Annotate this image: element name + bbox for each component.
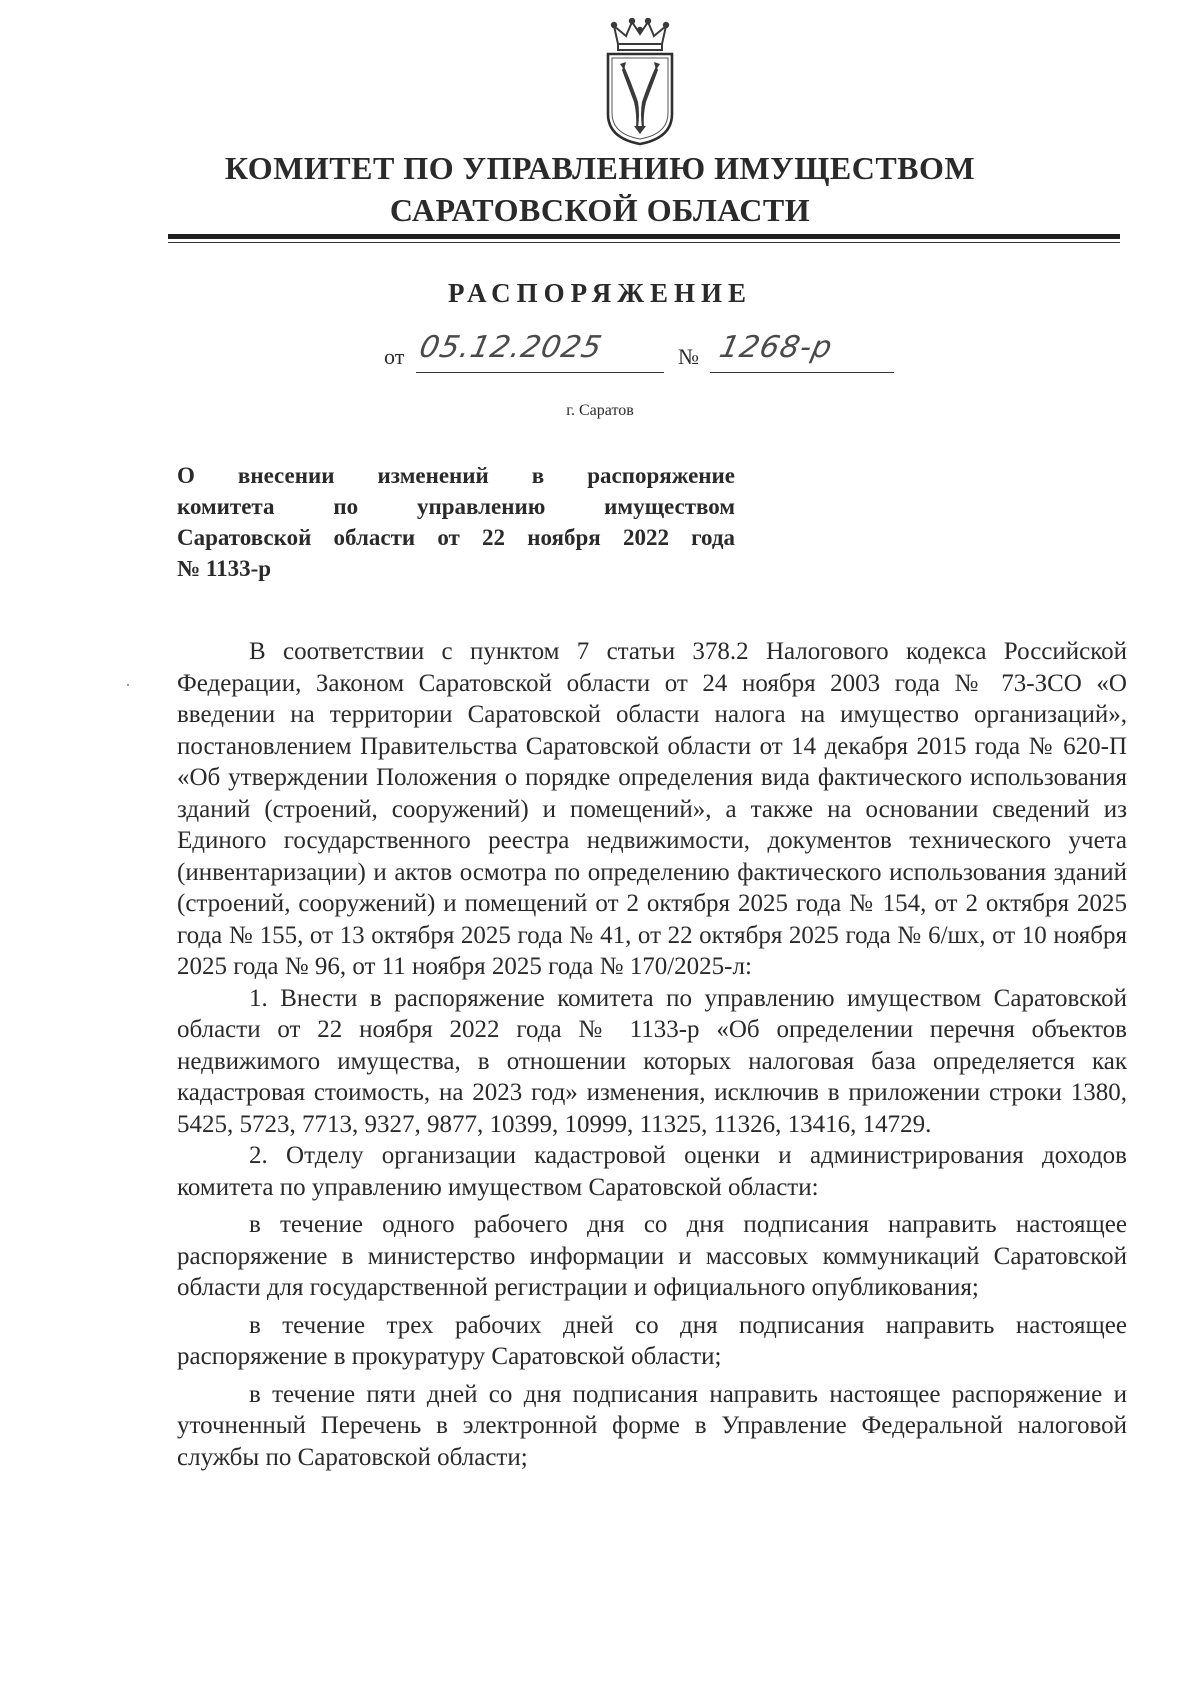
- date-number-row: [384, 330, 924, 376]
- header-divider-thick: [168, 234, 1120, 239]
- item-2-paragraph: 2. Отделу организации кадастровой оценки и администрирования доходов комитета по управлению имуществом Саратовской области:: [177, 1142, 1127, 1201]
- date-value-handwritten: 05.12.2025: [416, 330, 606, 365]
- number-underline: [710, 372, 894, 373]
- date-underline: [416, 372, 664, 373]
- header-divider-thin: [168, 242, 1120, 243]
- organization-title-line1: КОМИТЕТ ПО УПРАВЛЕНИЮ ИМУЩЕСТВОМ: [224, 150, 976, 186]
- subject-line2: комитета по управлению имуществом: [177, 494, 735, 519]
- scan-speck: [127, 684, 129, 686]
- item-2-subparagraph-3: в течение пяти дней со дня подписания направить настоящее распоряжение и уточненный Перечень в электронной форме в Управление Федеральной налоговой службы по Саратовской области;: [177, 1380, 1127, 1471]
- number-value-handwritten: 1268-р: [716, 330, 836, 365]
- organization-title-line2: САРАТОВСКОЙ ОБЛАСТИ: [389, 192, 811, 228]
- saratov-coat-of-arms-icon: [602, 18, 678, 146]
- date-label: от: [384, 344, 405, 369]
- document-body: [177, 636, 1127, 1473]
- document-type-heading: РАСПОРЯЖЕНИЕ: [447, 278, 753, 308]
- preamble-paragraph: В соответствии с пунктом 7 статьи 378.2 Налогового кодекса Российской Федерации, Законом Саратовской области от 24 ноября 2003 года № 73-ЗСО «О введении на территории Саратовской области налога на имущество организаций», постановлением Правительства Саратовской области от 14 декабря 2015 года № 620-П «Об утверждении Положения о порядке определения вида фактического использования зданий (строений, сооружений) и помещений», а также на основании сведений из Единого государственного реестра недвижимости, документов технического учета (инвентаризации) и актов осмотра по определению фактического использования зданий (строений, сооружений) и помещений от 2 октября 2025 года № 154, от 2 октября 2025 года № 155, от 13 октября 2025 года № 41, от 22 октября 2025 года № 6/шх, от 10 ноября 2025 года № 96, от 11 ноября 2025 года № 170/2025-л:: [177, 638, 1127, 980]
- item-2-subparagraph-2: в течение трех рабочих дней со дня подписания направить настоящее распоряжение в прокуратуру Саратовской области;: [177, 1311, 1127, 1370]
- city-label: г. Саратов: [566, 402, 634, 419]
- document-subject: [177, 460, 735, 584]
- subject-line3: Саратовской области от 22 ноября 2022 года: [177, 525, 735, 550]
- subject-line1: О внесении изменений в распоряжение: [177, 463, 735, 488]
- item-1-paragraph: 1. Внести в распоряжение комитета по управлению имуществом Саратовской области от 22 ноября 2022 года № 1133-р «Об определении перечня объектов недвижимого имущества, в отношении которых налоговая база определяется как кадастровая стоимость, на 2023 год» изменения, исключив в приложении строки 1380, 5425, 5723, 7713, 9327, 9877, 10399, 10999, 11325, 11326, 13416, 14729.: [177, 984, 1127, 1138]
- number-label: №: [678, 344, 699, 369]
- subject-line4: № 1133-р: [177, 556, 272, 581]
- item-2-subparagraph-1: в течение одного рабочего дня со дня подписания направить настоящее распоряжение в министерство информации и массовых коммуникаций Саратовской области для государственной регистрации и официального опубликования;: [177, 1211, 1127, 1301]
